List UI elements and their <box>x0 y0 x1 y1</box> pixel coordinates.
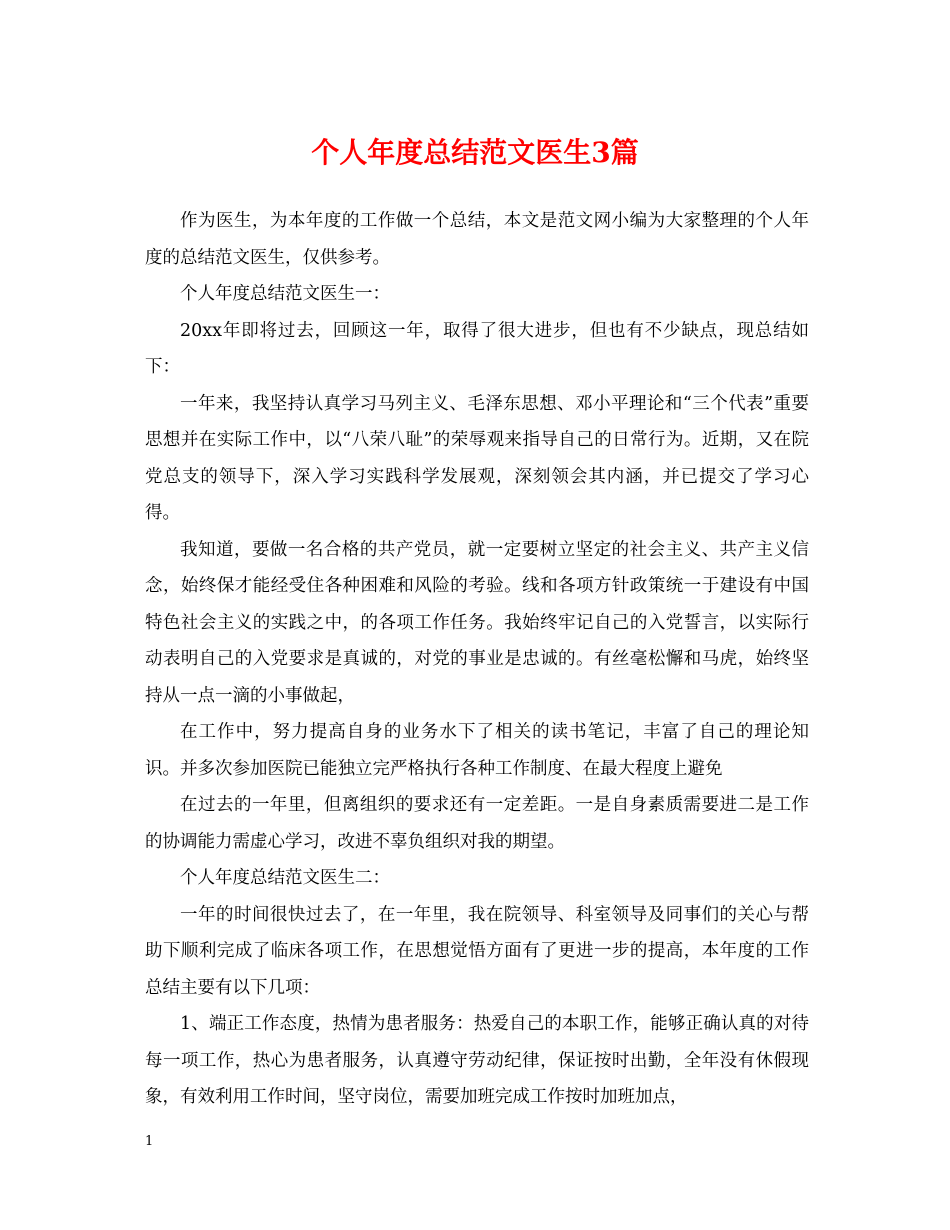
page-number: 1 <box>145 1134 154 1149</box>
body-paragraph: 在工作中，努力提高自身的业务水下了相关的读书笔记，丰富了自己的理论知识。并多次参加医院已能独立完严格执行各种工作制度、在最大程度上避免 <box>145 722 809 779</box>
body-paragraph: 一年来，我坚持认真学习马列主义、毛泽东思想、邓小平理论和“三个代表”重要思想并在实际工作中，以“八荣八耻”的荣辱观来指导自己的日常行为。近期，又在院党总支的领导下，深入学习实践科学发展观，深刻领会其内涵，并已提交了学习心得。 <box>145 393 809 523</box>
intro-paragraph: 作为医生，为本年度的工作做一个总结，本文是范文网小编为大家整理的个人年度的总结范文医生，仅供参考。 <box>145 211 809 268</box>
body-paragraph: 1、端正工作态度，热情为患者服务：热爱自己的本职工作，能够正确认真的对待每一项工作，热心为患者服务，认真遵守劳动纪律，保证按时出勤，全年没有休假现象，有效利用工作时间，坚守岗位，需要加班完成工作按时加班加点， <box>145 1014 809 1107</box>
section-heading-one: 个人年度总结范文医生一： <box>180 284 390 304</box>
body-paragraph: 我知道，要做一名合格的共产党员，就一定要树立坚定的社会主义、共产主义信念，始终保才能经受住各种困难和风险的考验。线和各项方针政策统一于建设有中国特色社会主义的实践之中，的各项工作任务。我始终牢记自己的入党誓言，以实际行动表明自己的入党要求是真诚的，对党的事业是忠诚的。有丝毫松懈和马虎，始终坚持从一点一滴的小事做起， <box>145 539 809 706</box>
document-title: 个人年度总结范文医生3篇 <box>311 136 639 169</box>
body-paragraph: 20xx年即将过去，回顾这一年，取得了很大进步，但也有不少缺点，现总结如下： <box>145 320 809 377</box>
document-body <box>145 203 809 1116</box>
body-paragraph: 一年的时间很快过去了，在一年里，我在院领导、科室领导及同事们的关心与帮助下顺利完成了临床各项工作，在思想觉悟方面有了更进一步的提高，本年度的工作总结主要有以下几项： <box>145 904 809 998</box>
section-heading-two: 个人年度总结范文医生二： <box>180 868 390 888</box>
body-paragraph: 在过去的一年里，但离组织的要求还有一定差距。一是自身素质需要进二是工作的协调能力需虚心学习，改进不辜负组织对我的期望。 <box>145 795 809 852</box>
